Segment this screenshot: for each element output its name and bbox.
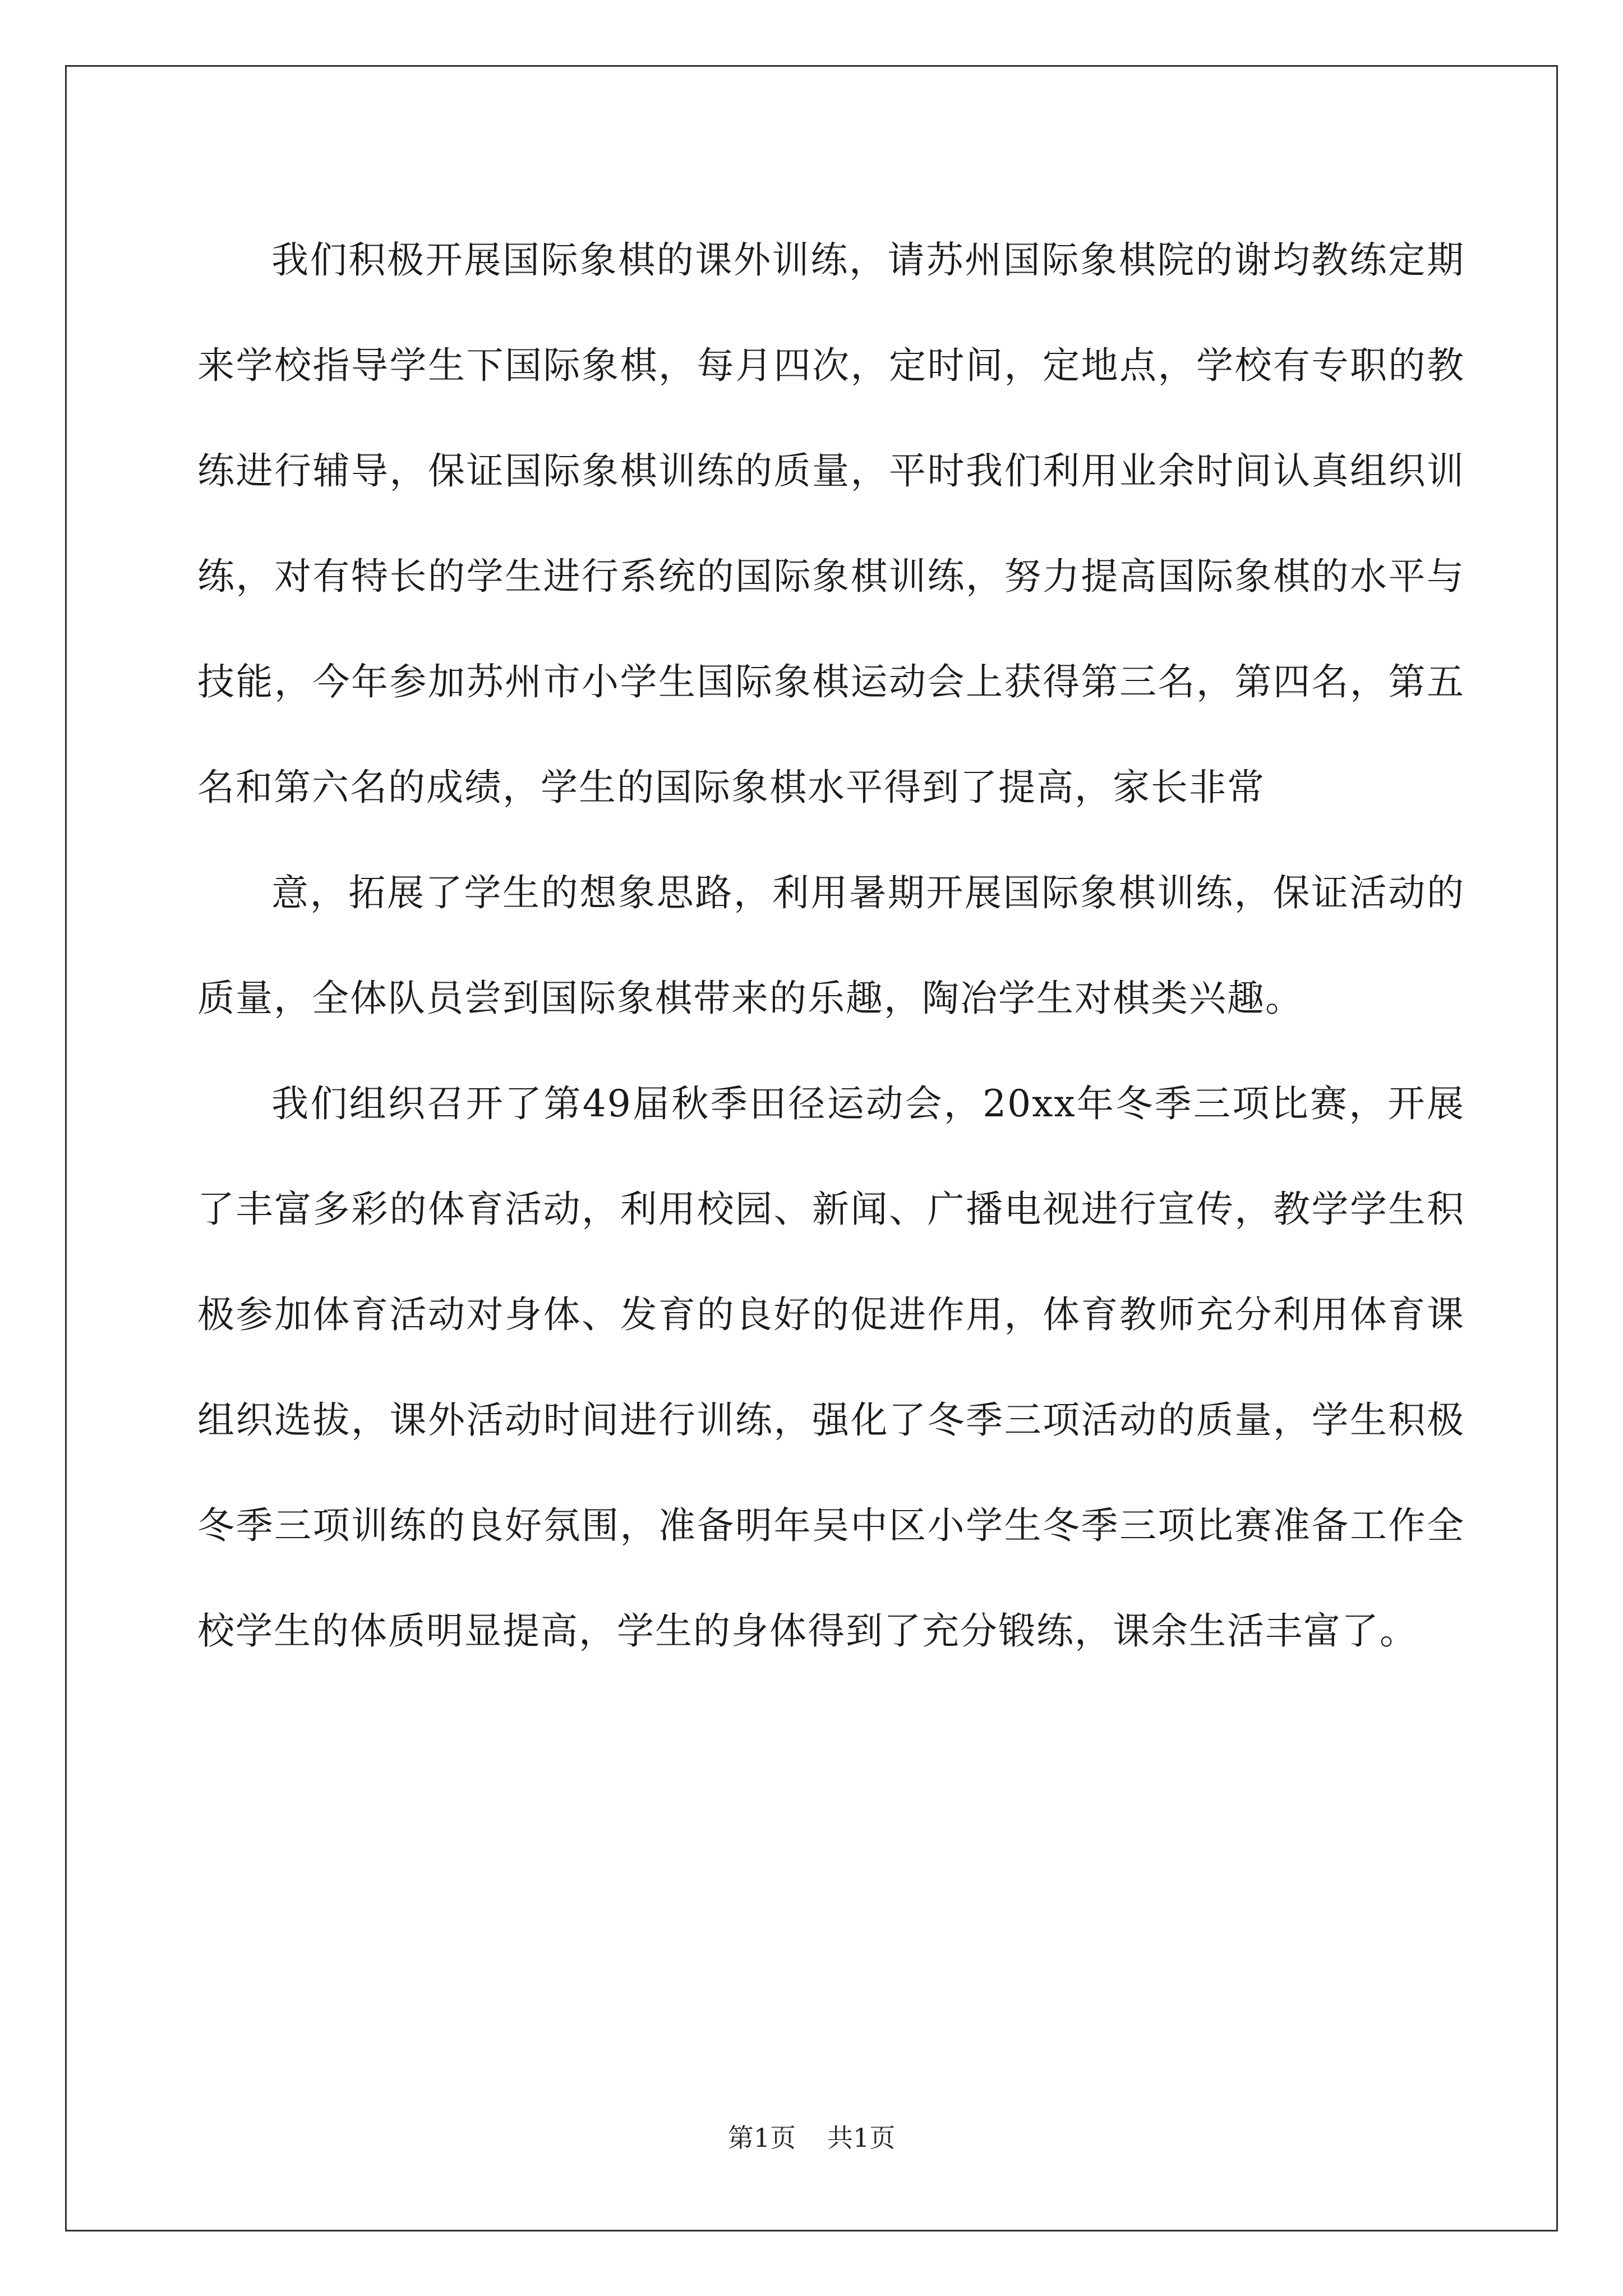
paragraph-summer-chess: 意，拓展了学生的想象思路，利用暑期开展国际象棋训练，保证活动的质量，全体队员尝到国际象棋带来的乐趣，陶冶学生对棋类兴趣。: [197, 871, 1465, 1020]
page-total: 共1页: [827, 2123, 896, 2153]
page-number: 第1页: [727, 2123, 796, 2153]
paragraph-sports-meet: 我们组织召开了第49届秋季田径运动会，20xx年冬季三项比赛，开展了丰富多彩的体育活动，利用校园、新闻、广播电视进行宣传，教学学生积极参加体育活动对身体、发育的良好的促进作用，体育教师充分利用体育课组织选拔，课外活动时间进行训练，强化了冬季三项活动的质量，学生积极冬季三项训练的良好氛围，准备明年吴中区小学生冬季三项比赛准备工作全校学生的体质明显提高，学生的身体得到了充分锻练，课余生活丰富了。: [197, 1082, 1465, 1653]
document-body: [197, 208, 1465, 1684]
page-footer: [0, 2118, 1623, 2155]
paragraph-chess-training: 我们积极开展国际象棋的课外训练，请苏州国际象棋院的谢均教练定期来学校指导学生下国际象棋，每月四次，定时间，定地点，学校有专职的教练进行辅导，保证国际象棋训练的质量，平时我们利用业余时间认真组织训练，对有特长的学生进行系统的国际象棋训练，努力提高国际象棋的水平与技能，今年参加苏州市小学生国际象棋运动会上获得第三名，第四名，第五名和第六名的成绩，学生的国际象棋水平得到了提高，家长非常: [197, 238, 1465, 809]
